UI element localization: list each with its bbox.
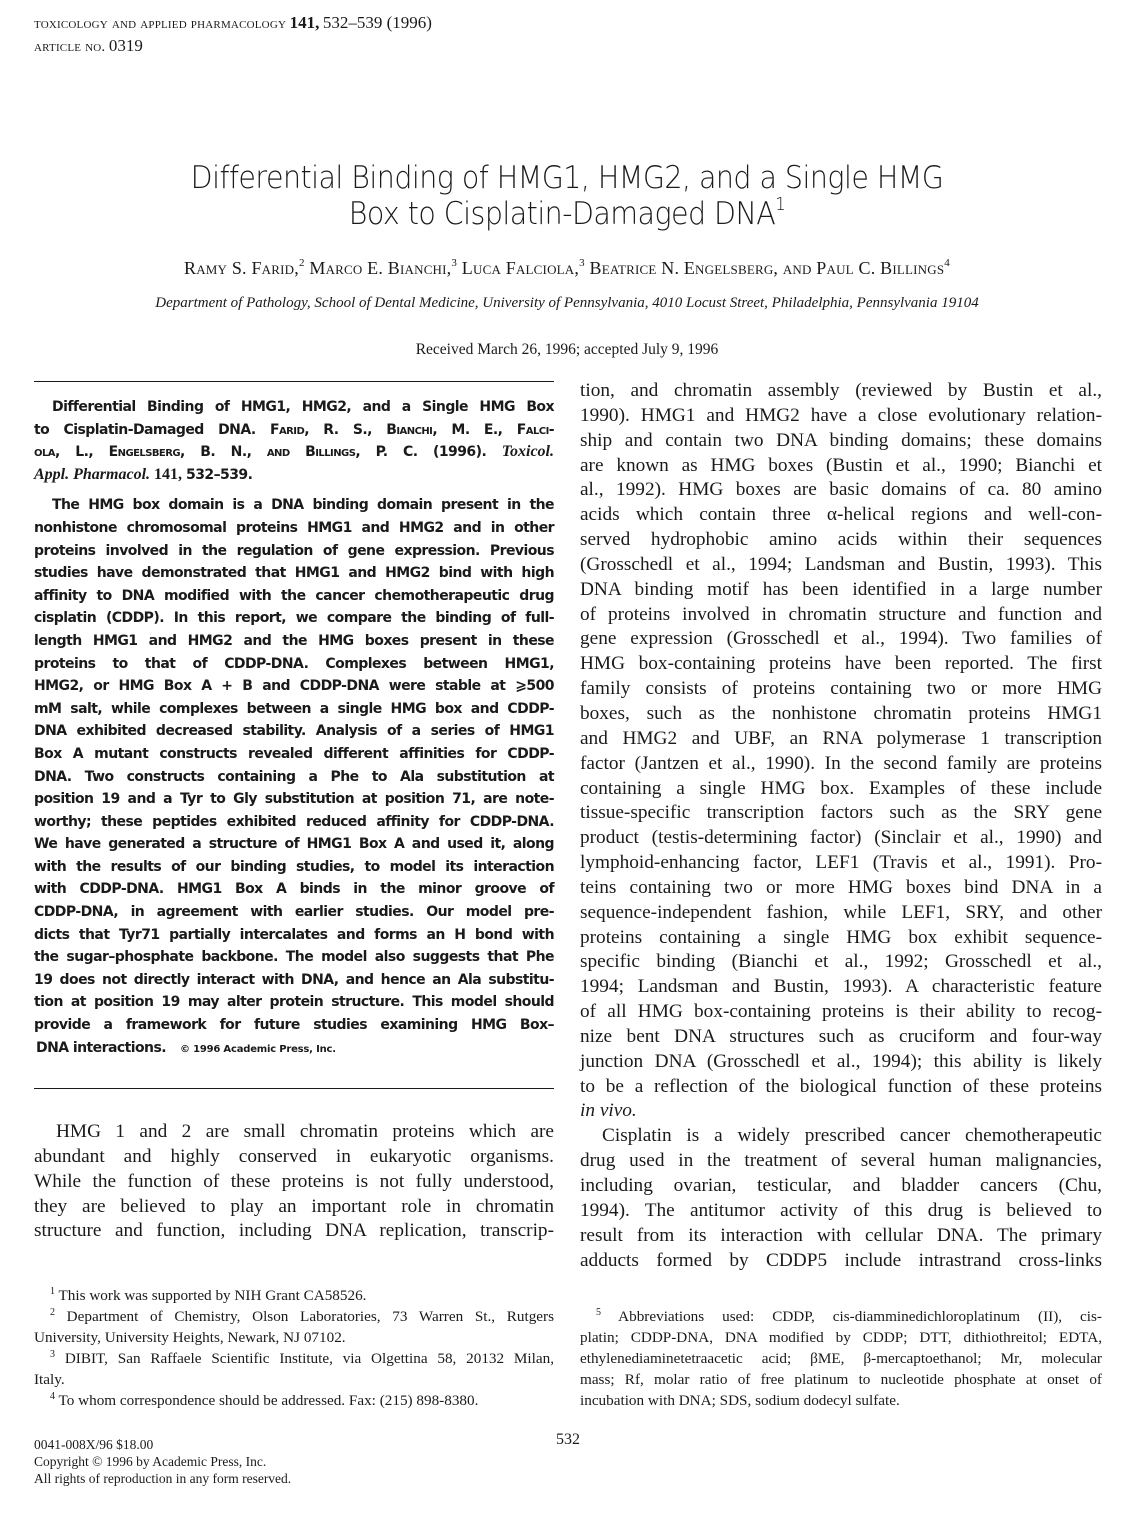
volume: 141,	[289, 13, 320, 32]
abstract-citation: Differential Binding of HMG1, HMG2, and a Single HMG Box to Cisplatin-Damaged DNA. Farid, R. S., Bianchi, M. E., Falci- ola, L., Engelsberg, B. N., and Billings, P. C. (1996). Toxicol. Appl. Pharmacol. 141, 532–539.	[34, 399, 555, 483]
footnote-2: $^2$ Department of Chemistry, Olson Laboratories, 73 Warren St., Rutgers	[50, 1307, 555, 1325]
title-line-2: Box to Cisplatin-Damaged DNA$^1$	[348, 194, 786, 232]
issn-price: 0041-008X/96 $18.00	[34, 1437, 154, 1452]
abstract-bottom-rule	[34, 1088, 554, 1089]
article-number	[34, 35, 432, 58]
page-number: 532	[556, 1431, 580, 1448]
paper-title	[45, 160, 1088, 232]
copyright: Copyright © 1996 by Academic Press, Inc.	[34, 1454, 267, 1469]
article-no: 0319	[108, 36, 143, 55]
footnote-ref[interactable]: 4	[944, 257, 950, 269]
footnote-ref[interactable]: 3	[451, 257, 458, 269]
footnote-ref[interactable]: 1	[775, 194, 786, 215]
affiliation: Department of Pathology, School of Dental Medicine, University of Pennsylvania, 4010 Locust Street, Philadelphia, Pennsylvania 19104	[155, 295, 979, 311]
title-line-1: Differential Binding of HMG1, HMG2, and a Single HMG	[190, 160, 944, 196]
running-header	[34, 12, 432, 58]
article-label: article no.	[34, 39, 106, 55]
abstract-text: The HMG box domain is a DNA binding domain present in the nonhistone chromosomal proteins HMG1 and HMG2 and in other proteins involved in the regulation of gene expression. Previous studies have demonstrated that HMG1 and HMG2 bind with high affinity to DNA modified with the cancer chemotherapeutic drug cisplatin (CDDP). In this report, we compare the binding of full- length HMG1 and HMG2 and the HMG boxes present in these proteins to that of CDDP-DNA. Complexes between HMG1, HMG2, or HMG Box A + B and CDDP-DNA were stable at ⩾500 mM salt, while complexes between a single HMG box and CDDP- DNA exhibited decreased stability. Analysis of a series of HMG1 Box A mutant constructs revealed different affinities for CDDP- DNA. Two constructs containing a Phe to Ala substitution at position 19 and a Tyr to Gly substitution at position 71, are note- worthy; these peptides exhibited reduced affinity for CDDP-DNA. We have generated a structure of HMG1 Box A and used it, along with the results of our binding studies, to model its interaction with CDDP-DNA. HMG1 Box A binds in the minor groove of CDDP-DNA, in agreement with earlier studies. Our model pre- dicts that Tyr71 partially intercalates and forms an H bond with the sugar–phosphate backbone. The model also suggests that Phe 19 does not directly interact with DNA, and hence an Ala substitu- tion at position 19 may alter protein structure. This model should provide a framework for future studies examining HMG Box– DNA interactions. © 1996 Academic Press, Inc.	[34, 497, 554, 1056]
publisher-footer	[34, 1436, 291, 1487]
journal-citation	[34, 12, 432, 35]
abstract	[34, 396, 554, 1059]
pages-year: 532–539 (1996)	[322, 13, 432, 32]
author: Beatrice N. Engelsberg, and Paul C. Billings	[589, 258, 945, 278]
body-column-left: HMG 1 and 2 are small chromatin proteins which are abundant and highly conserved in eukaryotic organisms. While the function of these proteins is not fully understood, they are believed to play an important role in chromatin structure and function, including DNA replication, transcrip-	[34, 1121, 554, 1242]
body-column-right: tion, and chromatin assembly (reviewed by Bustin et al., 1990). HMG1 and HMG2 have a close evolutionary relation- ship and contain two DNA binding domains; these domains are known as HMG boxes (Bustin et al., 1990; Bianchi et al., 1992). HMG boxes are basic domains of ca. 80 amino acids which contain three α-helical regions and well-con- served hydrophobic amino acids within their sequences (Grosschedl et al., 1994; Landsman and Bustin, 1993). This DNA binding motif has been identified in a large number of proteins involved in chromatin structure and function and gene expression (Grosschedl et al., 1994). Two families of HMG box-containing proteins have been reported. The first family consists of proteins containing two or more HMG boxes, such as the nonhistone chromatin proteins HMG1 and HMG2 and UBF, an RNA polymerase 1 transcription factor (Jantzen et al., 1990). In the second family are proteins containing a single HMG box. Examples of these include tissue-specific transcription factors such as the SRY gene product (testis-determining factor) (Sinclair et al., 1990) and lymphoid-enhancing factor, LEF1 (Travis et al., 1991). Pro- teins containing two or more HMG boxes bind DNA in a sequence-independent fashion, while LEF1, SRY, and other proteins containing a single HMG box exhibit sequence- specific binding (Bianchi et al., 1992; Grosschedl et al., 1994; Landsman and Bustin, 1993). A characteristic feature of all HMG box-containing proteins is their ability to recog- nize bent DNA structures such as cruciform and four-way junction DNA (Grosschedl et al., 1994); this ability is likely to be a reflection of the biological function of these proteins in vivo. Cisplatin is a widely prescribed cancer chemotherapeutic drug used in the treatment of several human malignancies, including ovarian, testicular, and bladder cancers (Chu, 1994). The antitumor activity of this drug is believed to result from its interaction with cellular DNA. The primary adducts formed by CDDP5 include intrastrand cross-links	[580, 380, 1102, 1271]
author: Ramy S. Farid,	[184, 258, 299, 278]
footnote-3: $^3$ DIBIT, San Raffaele Scientific Institute, via Olgettina 58, 20132 Milan,	[50, 1349, 555, 1367]
footnote-5: $^5$ Abbreviations used: CDDP, cis-diamminedichloroplatinum (II), cis- platin; CDDP-DNA, DNA modified by CDDP; DTT, dithiothreitol; EDTA, ethylenediaminetetraacetic acid; βME, β-mercaptoethanol; Mr, molecular mass; Rf, molar ratio of free platinum to nucleotide phosphate at onset of incubation with DNA; SDS, sodium dodecyl sulfate.	[580, 1307, 1102, 1409]
author: Luca Falciola,	[461, 258, 580, 278]
journal-name: toxicology and applied pharmacology	[34, 16, 287, 32]
footnotes-left: $^1$ This work was supported by NIH Grant CA58526. $^2$ Department of Chemistry, Olson Laboratories, 73 Warren St., Rutgers University, University Heights, Newark, NJ 07102. $^3$ DIBIT, San Raffaele Scientific Institute, via Olgettina 58, 20132 Milan, Italy. $^4$ To whom correspondence should be addressed. Fax: (215) 898-8380.	[34, 1286, 555, 1409]
author-list	[0, 258, 1134, 279]
footnote-1: $^1$ This work was supported by NIH Grant CA58526.	[50, 1286, 367, 1304]
footnote-4: $^4$ To whom correspondence should be addressed. Fax: (215) 898-8380.	[50, 1391, 479, 1409]
rights-notice: All rights of reproduction in any form reserved.	[34, 1471, 292, 1486]
author: Marco E. Bianchi,	[309, 258, 452, 278]
abstract-top-rule	[34, 381, 554, 382]
footnote-ref[interactable]: 3	[579, 257, 585, 269]
received-date: Received March 26, 1996; accepted July 9, 1996	[415, 341, 719, 358]
footnote-ref[interactable]: 2	[298, 257, 305, 269]
abstract-copyright: © 1996 Academic Press, Inc.	[180, 1043, 336, 1055]
